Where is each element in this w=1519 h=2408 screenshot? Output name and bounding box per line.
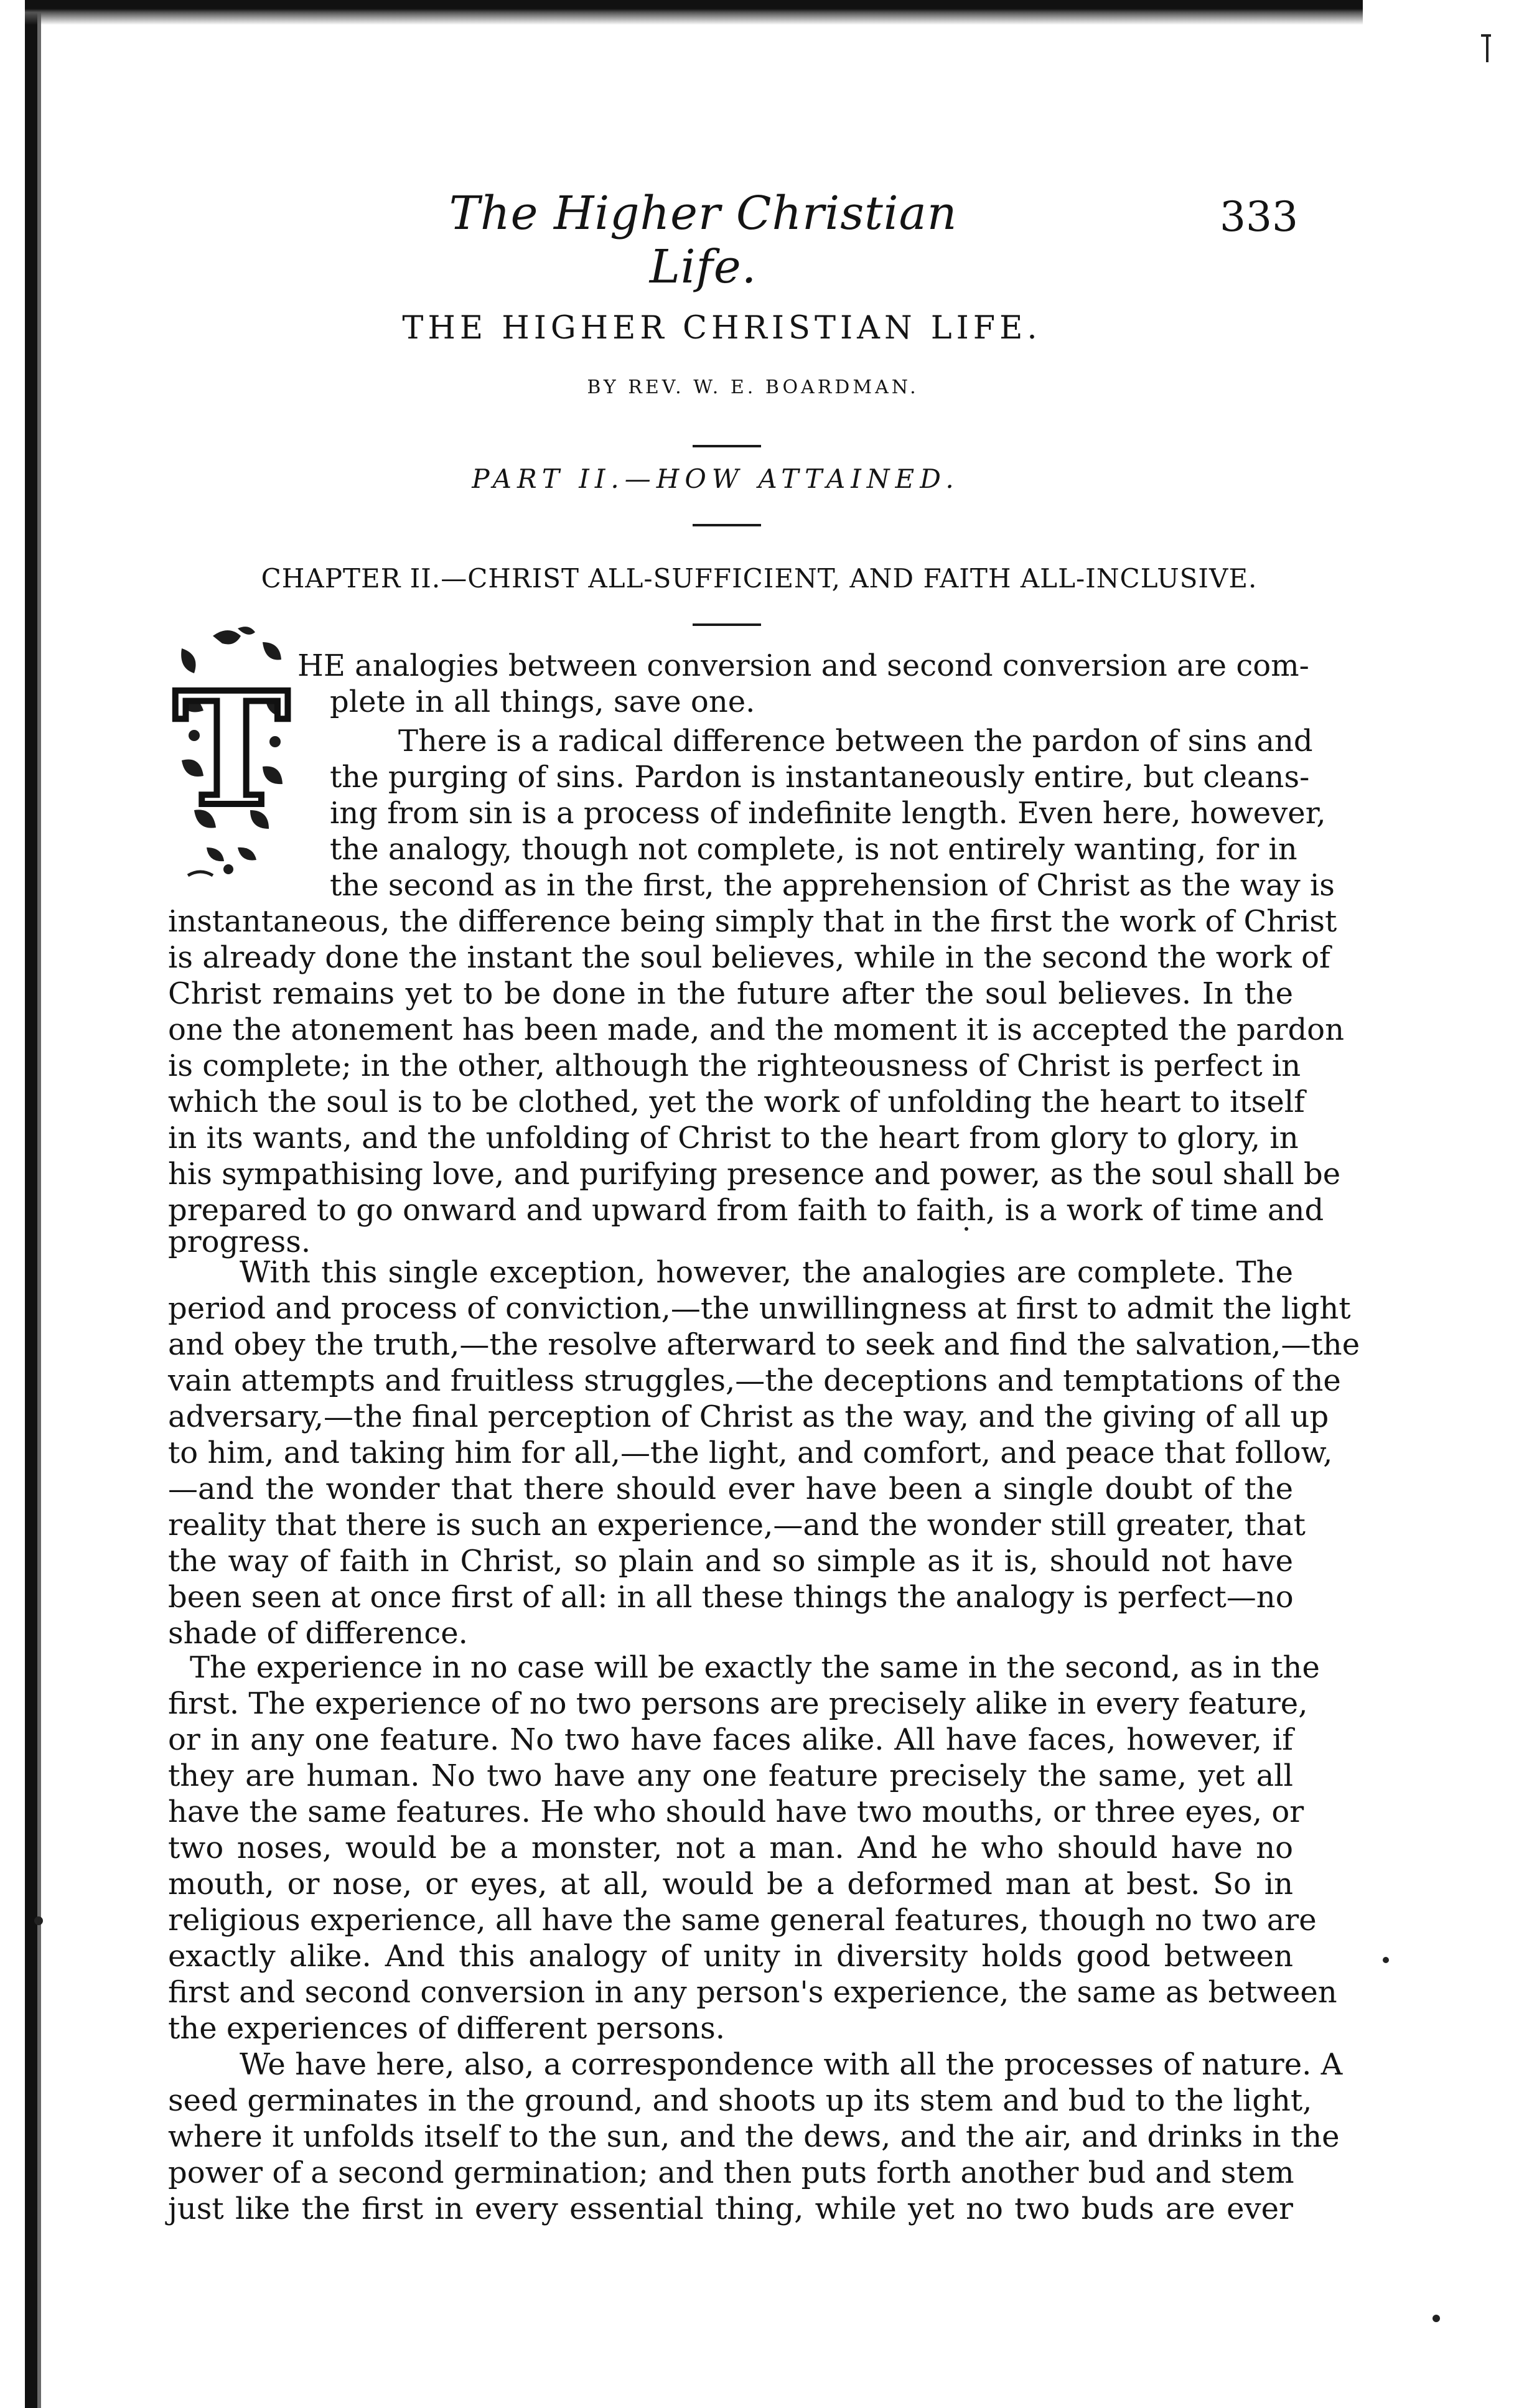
text-line: is complete; in the other, although the righteousness of Christ is perfect in — [168, 1048, 1301, 1083]
scan-speck — [1383, 1957, 1389, 1963]
text-line: one the atonement has been made, and the moment it is accepted the pardon — [168, 1012, 1344, 1047]
divider-rule — [693, 524, 761, 526]
text-line: or in any one feature. No two have faces alike. All have faces, however, if — [168, 1722, 1293, 1757]
text-line: seed germinates in the ground, and shoots up its stem and bud to the light, — [168, 2083, 1312, 2118]
drop-cap-letter: T — [173, 658, 290, 841]
text-line: the purging of sins. Pardon is instantaneously entire, but cleans- — [330, 760, 1310, 795]
text-line: reality that there is such an experience,—and the wonder still greater, that — [168, 1508, 1306, 1542]
text-line: With this single exception, however, the analogies are complete. The — [240, 1255, 1293, 1290]
text-line: exactly alike. And this analogy of unity in diversity holds good between — [168, 1939, 1293, 1974]
text-line: progress. — [168, 1225, 311, 1259]
text-line: his sympathising love, and purifying presence and power, as the soul shall be — [168, 1157, 1341, 1192]
page-spine-shadow — [25, 0, 37, 2408]
text-line: mouth, or nose, or eyes, at all, would be a deformed man at best. So in — [168, 1867, 1293, 1902]
text-line: in its wants, and the unfolding of Christ to the heart from glory to glory, in — [168, 1121, 1299, 1155]
text-line: HE analogies between conversion and second conversion are com- — [297, 648, 1309, 683]
text-line: to him, and taking him for all,—the light, and comfort, and peace that follow, — [168, 1435, 1333, 1470]
text-line: ing from sin is a process of indefinite length. Even here, however, — [330, 796, 1326, 831]
text-line: and obey the truth,—the resolve afterward to seek and find the salvation,—the — [168, 1327, 1360, 1362]
text-line: Christ remains yet to be done in the future after the soul believes. In the — [168, 976, 1293, 1011]
corner-mark — [1486, 34, 1489, 62]
text-line: adversary,—the final perception of Christ as the way, and the giving of all up — [168, 1399, 1329, 1434]
running-title: The Higher Christian Life. — [449, 187, 958, 294]
text-line: first and second conversion in any person's experience, the same as between — [168, 1975, 1337, 2010]
divider-rule — [693, 445, 761, 447]
text-line: been seen at once first of all: in all these things the analogy is perfect—no — [168, 1580, 1294, 1615]
article-title: THE HIGHER CHRISTIAN LIFE. — [402, 310, 1042, 347]
text-line: instantaneous, the difference being simply that in the first the work of Christ — [168, 904, 1337, 939]
page-number: 333 — [1220, 193, 1298, 241]
text-line: The experience in no case will be exactly the same in the second, as in the — [190, 1650, 1320, 1685]
text-line: the second as in the first, the apprehension of Christ as the way is — [330, 868, 1335, 903]
text-line: just like the first in every essential thing, while yet no two buds are ever — [168, 2191, 1293, 2226]
text-line: period and process of conviction,—the unwillingness at first to admit the light — [168, 1291, 1351, 1326]
text-line: which the soul is to be clothed, yet the work of unfolding the heart to itself — [168, 1085, 1305, 1119]
part-heading: PART II.—HOW ATTAINED. — [472, 464, 960, 494]
text-line: power of a second germination; and then puts forth another bud and stem — [168, 2155, 1294, 2190]
text-line: —and the wonder that there should ever have been a single doubt of the — [168, 1472, 1293, 1506]
ornamental-initial — [169, 623, 294, 885]
text-line: shade of difference. — [168, 1616, 468, 1651]
text-line: the way of faith in Christ, so plain and so simple as it is, should not have — [168, 1544, 1293, 1579]
text-line: is already done the instant the soul believes, while in the second the work of — [168, 940, 1330, 975]
text-line: religious experience, all have the same general features, though no two are — [168, 1903, 1317, 1938]
page-top-edge — [25, 0, 1363, 25]
page-spine-edge — [37, 0, 41, 2408]
text-line: where it unfolds itself to the sun, and the dews, and the air, and drinks in the — [168, 2119, 1340, 2154]
text-line: There is a radical difference between the pardon of sins and — [398, 724, 1313, 758]
text-line: the analogy, though not complete, is not entirely wanting, for in — [330, 832, 1297, 867]
text-line: prepared to go onward and upward from faith to faith, is a work of time and — [168, 1193, 1324, 1228]
article-byline: BY REV. W. E. BOARDMAN. — [587, 376, 919, 398]
text-line: the experiences of different persons. — [168, 2011, 726, 2046]
text-line: We have here, also, a correspondence with all the processes of nature. A — [240, 2047, 1343, 2082]
text-line: vain attempts and fruitless struggles,—the deceptions and temptations of the — [168, 1363, 1341, 1398]
scan-speck — [1433, 2315, 1440, 2322]
text-line: have the same features. He who should have two mouths, or three eyes, or — [168, 1794, 1304, 1829]
text-line: plete in all things, save one. — [330, 684, 755, 719]
chapter-heading: CHAPTER II.—CHRIST ALL-SUFFICIENT, AND FAITH ALL-INCLUSIVE. — [261, 563, 1258, 594]
scan-speck — [34, 1916, 43, 1925]
text-line: two noses, would be a monster, not a man. And he who should have no — [168, 1831, 1293, 1865]
text-line: they are human. No two have any one feature precisely the same, yet all — [168, 1758, 1293, 1793]
divider-rule — [693, 623, 761, 626]
text-line: first. The experience of no two persons are precisely alike in every feature, — [168, 1686, 1308, 1721]
